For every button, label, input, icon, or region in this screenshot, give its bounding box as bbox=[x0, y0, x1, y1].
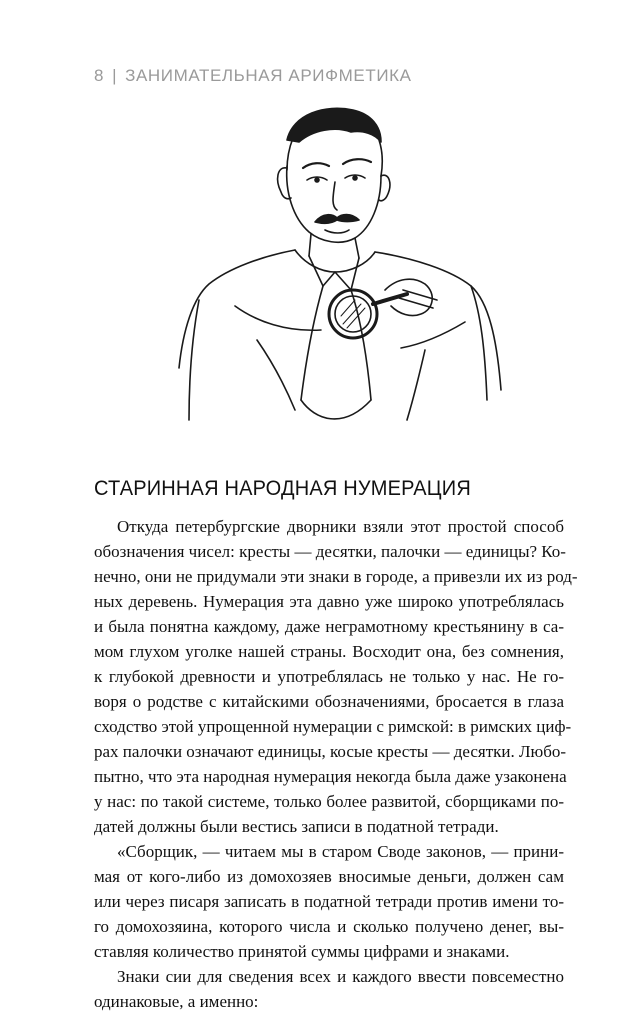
paragraph bbox=[94, 839, 564, 964]
text-line: рах палочки означают единицы, косые кресты — десятки. Любо- bbox=[94, 742, 567, 761]
text-line: у нас: по такой системе, только более развитой, сборщиками по- bbox=[94, 792, 564, 811]
text-line: пытно, что эта народная нумерация некогда была даже узаконена bbox=[94, 767, 567, 786]
section-title: СТАРИННАЯ НАРОДНАЯ НУМЕРАЦИЯ bbox=[94, 476, 471, 500]
man-with-magnifying-glass-illustration bbox=[175, 100, 505, 445]
page-number: 8 bbox=[94, 66, 105, 85]
text-line: Откуда петербургские дворники взяли этот простой способ bbox=[117, 517, 564, 536]
text-line: мом глухом уголке нашей страны. Восходит она, без сомнения, bbox=[94, 642, 564, 661]
text-line: одинаковые, а именно: bbox=[94, 992, 259, 1011]
text-line: или через писаря записать в податной тетради против имени то- bbox=[94, 892, 564, 911]
text-line: ных деревень. Нумерация эта давно уже широко употреблялась bbox=[94, 592, 564, 611]
text-line: обозначения чисел: кресты — десятки, палочки — единицы? Ко- bbox=[94, 542, 566, 561]
text-line: сходство этой упрощенной нумерации с римской: в римских циф- bbox=[94, 717, 572, 736]
text-line: го домохозяина, которого числа и сколько получено денег, вы- bbox=[94, 917, 564, 936]
text-line: и была понятна каждому, даже неграмотному крестьянину в са- bbox=[94, 617, 564, 636]
text-line: воря о родстве с китайскими обозначениями, бросается в глаза bbox=[94, 692, 564, 711]
text-line: датей должны были вестись записи в податной тетради. bbox=[94, 817, 499, 836]
text-line: Знаки сии для сведения всех и каждого ввести повсеместно bbox=[117, 967, 564, 986]
paragraph bbox=[94, 964, 564, 1014]
header-separator: | bbox=[112, 66, 118, 85]
running-head bbox=[94, 66, 412, 86]
text-line: мая от кого-либо из домохозяев вносимые деньги, должен сам bbox=[94, 867, 564, 886]
paragraph bbox=[94, 514, 578, 839]
text-line: ставляя количество принятой суммы цифрами и знаками. bbox=[94, 942, 510, 961]
text-line: «Сборщик, — читаем мы в старом Своде законов, — прини- bbox=[117, 842, 564, 861]
text-line: к глубокой древности и употреблялась не только у нас. Не го- bbox=[94, 667, 564, 686]
body-text bbox=[94, 514, 578, 1014]
text-line: нечно, они не придумали эти знаки в городе, а привезли их из род- bbox=[94, 567, 578, 586]
book-title: ЗАНИМАТЕЛЬНАЯ АРИФМЕТИКА bbox=[125, 66, 412, 85]
